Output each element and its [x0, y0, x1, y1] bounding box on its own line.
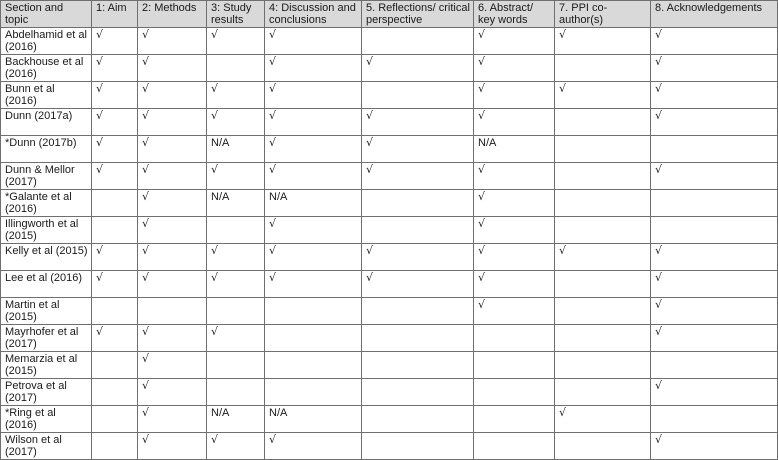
- criterion-cell: √: [474, 28, 555, 55]
- criterion-cell: N/A: [474, 136, 555, 163]
- table-row: [1, 433, 778, 460]
- study-name-cell: Backhouse et al (2016): [1, 55, 92, 82]
- criterion-cell: √: [265, 433, 362, 460]
- criterion-cell: [362, 190, 474, 217]
- study-name-cell: Bunn et al (2016): [1, 82, 92, 109]
- criterion-cell: √: [207, 109, 265, 136]
- table-row: [1, 271, 778, 298]
- criterion-cell: √: [138, 136, 207, 163]
- criterion-cell: N/A: [207, 136, 265, 163]
- criterion-cell: √: [265, 109, 362, 136]
- criterion-cell: √: [138, 352, 207, 379]
- criterion-cell: √: [474, 271, 555, 298]
- criterion-cell: √: [362, 55, 474, 82]
- criterion-cell: √: [474, 298, 555, 325]
- criterion-cell: √: [474, 217, 555, 244]
- criterion-cell: √: [362, 244, 474, 271]
- criterion-cell: √: [207, 271, 265, 298]
- criterion-cell: √: [138, 217, 207, 244]
- criterion-cell: N/A: [207, 406, 265, 433]
- criterion-cell: [207, 298, 265, 325]
- study-name-cell: Martin et al (2015): [1, 298, 92, 325]
- criterion-cell: √: [92, 325, 138, 352]
- column-header: 2: Methods: [138, 1, 207, 28]
- criterion-cell: √: [265, 163, 362, 190]
- criterion-cell: √: [207, 433, 265, 460]
- table-row: [1, 325, 778, 352]
- study-name-cell: *Galante et al (2016): [1, 190, 92, 217]
- criterion-cell: [474, 433, 555, 460]
- study-name-cell: Abdelhamid et al (2016): [1, 28, 92, 55]
- criterion-cell: [555, 136, 651, 163]
- criterion-cell: [362, 379, 474, 406]
- criterion-cell: [92, 352, 138, 379]
- header-row: [1, 1, 778, 28]
- criterion-cell: [555, 190, 651, 217]
- criterion-cell: √: [651, 433, 778, 460]
- criterion-cell: [555, 298, 651, 325]
- table-row: [1, 406, 778, 433]
- criterion-cell: [362, 82, 474, 109]
- criterion-cell: [362, 28, 474, 55]
- criterion-cell: [555, 109, 651, 136]
- criterion-cell: √: [651, 55, 778, 82]
- criterion-cell: √: [138, 271, 207, 298]
- column-header: 4: Discussion and conclusions: [265, 1, 362, 28]
- study-name-cell: Illingworth et al (2015): [1, 217, 92, 244]
- column-header: 5. Reflections/ critical perspective: [362, 1, 474, 28]
- table-body: [1, 28, 778, 460]
- criterion-cell: √: [138, 406, 207, 433]
- criterion-cell: √: [651, 244, 778, 271]
- criterion-cell: [265, 298, 362, 325]
- table-row: [1, 55, 778, 82]
- criterion-cell: √: [92, 271, 138, 298]
- criterion-cell: N/A: [265, 406, 362, 433]
- criterion-cell: √: [92, 163, 138, 190]
- criterion-cell: [555, 271, 651, 298]
- criterion-cell: √: [92, 28, 138, 55]
- criterion-cell: √: [362, 163, 474, 190]
- criterion-cell: [474, 379, 555, 406]
- criterion-cell: √: [362, 271, 474, 298]
- criterion-cell: √: [265, 271, 362, 298]
- criterion-cell: [555, 163, 651, 190]
- criterion-cell: [474, 325, 555, 352]
- criterion-cell: √: [555, 406, 651, 433]
- criterion-cell: √: [362, 136, 474, 163]
- study-name-cell: Dunn (2017a): [1, 109, 92, 136]
- criterion-cell: [362, 325, 474, 352]
- criterion-cell: [92, 406, 138, 433]
- table-row: [1, 28, 778, 55]
- column-header: 7. PPI co-author(s): [555, 1, 651, 28]
- criterion-cell: √: [207, 163, 265, 190]
- study-name-cell: Kelly et al (2015): [1, 244, 92, 271]
- study-name-cell: *Ring et al (2016): [1, 406, 92, 433]
- criterion-cell: [207, 217, 265, 244]
- criterion-cell: √: [138, 433, 207, 460]
- criterion-cell: √: [138, 28, 207, 55]
- criterion-cell: [555, 352, 651, 379]
- criterion-cell: [651, 352, 778, 379]
- criterion-cell: [555, 325, 651, 352]
- study-name-cell: Wilson et al (2017): [1, 433, 92, 460]
- study-name-cell: Memarzia et al (2015): [1, 352, 92, 379]
- criterion-cell: √: [474, 244, 555, 271]
- criterion-cell: [207, 352, 265, 379]
- column-header: 6. Abstract/ key words: [474, 1, 555, 28]
- criterion-cell: [265, 379, 362, 406]
- criterion-cell: √: [92, 136, 138, 163]
- criterion-cell: N/A: [207, 190, 265, 217]
- criterion-cell: √: [138, 244, 207, 271]
- criterion-cell: √: [265, 82, 362, 109]
- criterion-cell: √: [138, 55, 207, 82]
- criterion-cell: √: [92, 82, 138, 109]
- criterion-cell: √: [207, 244, 265, 271]
- criterion-cell: √: [265, 217, 362, 244]
- table-row: [1, 82, 778, 109]
- criterion-cell: [207, 379, 265, 406]
- column-header: 8. Acknowledgements: [651, 1, 778, 28]
- criterion-cell: √: [651, 163, 778, 190]
- criterion-cell: [138, 298, 207, 325]
- criterion-cell: √: [651, 379, 778, 406]
- criterion-cell: [362, 217, 474, 244]
- criterion-cell: [362, 406, 474, 433]
- table-row: [1, 379, 778, 406]
- criterion-cell: √: [474, 190, 555, 217]
- criterion-cell: [362, 433, 474, 460]
- criterion-cell: [362, 352, 474, 379]
- criterion-cell: √: [207, 82, 265, 109]
- study-name-cell: Dunn & Mellor (2017): [1, 163, 92, 190]
- criterion-cell: [555, 217, 651, 244]
- criterion-cell: [92, 433, 138, 460]
- criterion-cell: √: [474, 82, 555, 109]
- criterion-cell: √: [474, 109, 555, 136]
- criterion-cell: √: [92, 109, 138, 136]
- criterion-cell: √: [138, 109, 207, 136]
- criterion-cell: N/A: [265, 190, 362, 217]
- column-header: 3: Study results: [207, 1, 265, 28]
- criterion-cell: √: [138, 379, 207, 406]
- criterion-cell: [651, 136, 778, 163]
- criterion-cell: √: [362, 109, 474, 136]
- study-name-cell: Mayrhofer et al (2017): [1, 325, 92, 352]
- criterion-cell: [92, 379, 138, 406]
- criterion-cell: √: [265, 28, 362, 55]
- criterion-cell: √: [555, 244, 651, 271]
- table-row: [1, 109, 778, 136]
- criterion-cell: √: [651, 298, 778, 325]
- criterion-cell: √: [265, 244, 362, 271]
- criterion-cell: [92, 190, 138, 217]
- criterion-cell: [362, 298, 474, 325]
- criterion-cell: √: [555, 28, 651, 55]
- table-row: [1, 244, 778, 271]
- criterion-cell: √: [92, 244, 138, 271]
- criterion-cell: √: [138, 82, 207, 109]
- criterion-cell: √: [651, 82, 778, 109]
- criterion-cell: √: [651, 109, 778, 136]
- criterion-cell: √: [138, 163, 207, 190]
- column-header: 1: Aim: [92, 1, 138, 28]
- criterion-cell: √: [651, 28, 778, 55]
- table-row: [1, 163, 778, 190]
- criterion-cell: √: [265, 55, 362, 82]
- criterion-cell: √: [651, 325, 778, 352]
- study-name-cell: *Dunn (2017b): [1, 136, 92, 163]
- criterion-cell: √: [265, 136, 362, 163]
- criterion-cell: [92, 298, 138, 325]
- criterion-cell: √: [474, 55, 555, 82]
- study-name-cell: Petrova et al (2017): [1, 379, 92, 406]
- criterion-cell: [474, 352, 555, 379]
- criterion-cell: [651, 217, 778, 244]
- criterion-cell: [651, 406, 778, 433]
- criterion-cell: √: [92, 55, 138, 82]
- criterion-cell: √: [138, 325, 207, 352]
- table-row: [1, 136, 778, 163]
- criterion-cell: [265, 352, 362, 379]
- criterion-cell: √: [555, 82, 651, 109]
- table-row: [1, 352, 778, 379]
- table-row: [1, 217, 778, 244]
- table-row: [1, 190, 778, 217]
- criterion-cell: √: [651, 271, 778, 298]
- criterion-cell: √: [138, 190, 207, 217]
- criterion-cell: √: [207, 28, 265, 55]
- table-row: [1, 298, 778, 325]
- criterion-cell: [555, 55, 651, 82]
- criterion-cell: [207, 55, 265, 82]
- criterion-cell: [651, 190, 778, 217]
- criterion-cell: [555, 379, 651, 406]
- criterion-cell: [265, 325, 362, 352]
- criterion-cell: [555, 433, 651, 460]
- criterion-cell: [474, 406, 555, 433]
- criterion-cell: √: [474, 163, 555, 190]
- criterion-cell: √: [207, 325, 265, 352]
- study-name-cell: Lee et al (2016): [1, 271, 92, 298]
- criterion-cell: [92, 217, 138, 244]
- column-header: Section and topic: [1, 1, 92, 28]
